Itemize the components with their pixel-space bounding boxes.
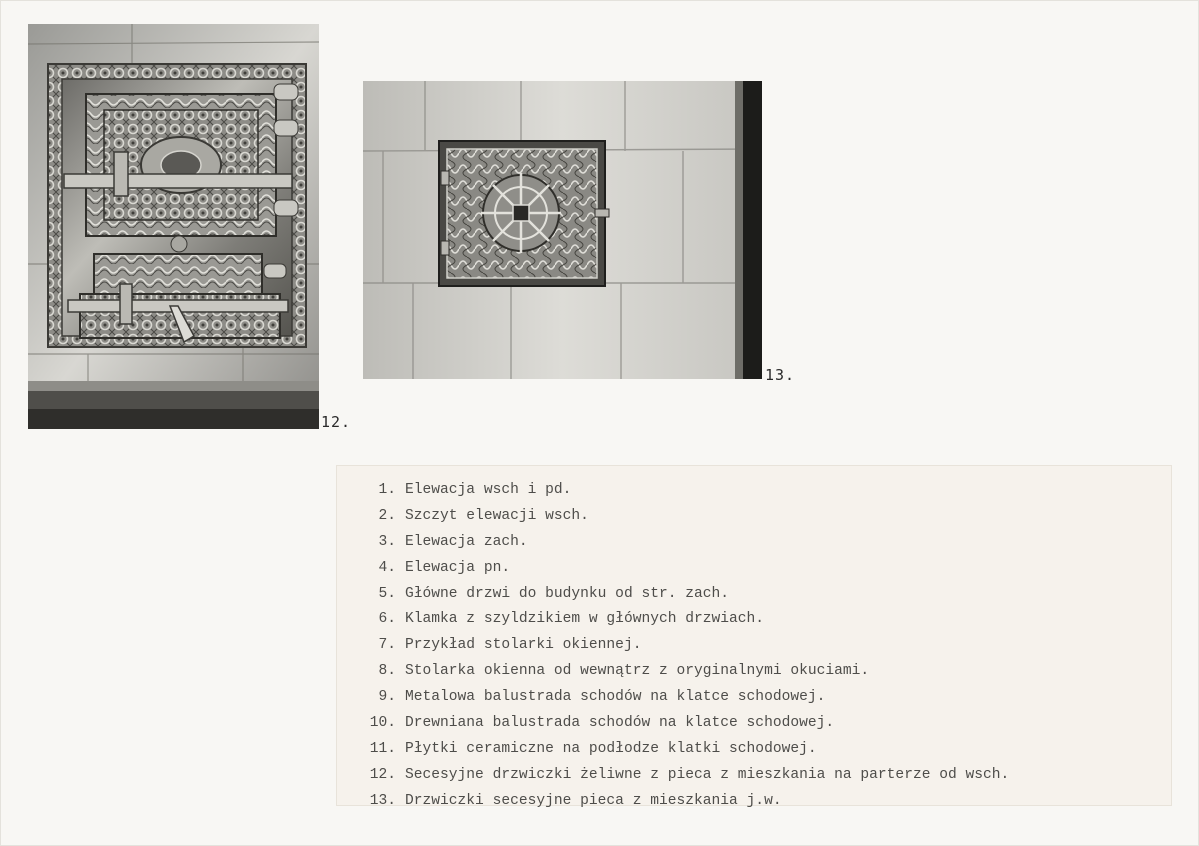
- caption-number: 9.: [378, 689, 396, 706]
- caption-item: [337, 504, 1171, 530]
- caption-text: Klamka z szyldzikiem w głównych drzwiach.: [405, 611, 765, 628]
- secession-stove-door-image: [363, 81, 762, 379]
- caption-number: 3.: [378, 533, 396, 550]
- caption-text: Elewacja zach.: [405, 533, 528, 550]
- caption-item: [337, 659, 1171, 685]
- caption-number: 7.: [378, 637, 396, 654]
- caption-number: 10.: [369, 715, 396, 732]
- caption-number: 2.: [378, 507, 396, 524]
- caption-item: [337, 607, 1171, 633]
- caption-text: Drewniana balustrada schodów na klatce schodowej.: [405, 715, 835, 732]
- photo-secession-stove-door: [363, 81, 762, 379]
- photo-stove-doors: [28, 24, 319, 429]
- caption-item: [337, 633, 1171, 659]
- caption-item: [337, 737, 1171, 763]
- caption-number: 6.: [378, 611, 396, 628]
- caption-item: [337, 556, 1171, 582]
- caption-number: 5.: [378, 585, 396, 602]
- caption-text: Drzwiczki secesyjne pieca z mieszkania j.w.: [405, 792, 782, 809]
- caption-item: [337, 478, 1171, 504]
- caption-text: Elewacja pn.: [405, 559, 511, 576]
- caption-item: [337, 763, 1171, 789]
- caption-item: [337, 711, 1171, 737]
- caption-item: [337, 582, 1171, 608]
- caption-number: 12.: [369, 766, 396, 783]
- caption-text: Stolarka okienna od wewnątrz z oryginalnymi okuciami.: [405, 663, 870, 680]
- stove-doors-image: [28, 24, 319, 429]
- photo-number-label: 13.: [765, 366, 796, 384]
- caption-text: Elewacja wsch i pd.: [405, 482, 572, 498]
- caption-text: Płytki ceramiczne na podłodze klatki schodowej.: [405, 740, 817, 757]
- caption-text: Secesyjne drzwiczki żeliwne z pieca z mieszkania na parterze od wsch.: [405, 766, 1010, 783]
- caption-item: [337, 530, 1171, 556]
- caption-text: Metalowa balustrada schodów na klatce schodowej.: [405, 689, 826, 706]
- caption-number: 11.: [369, 740, 396, 757]
- photo-number-label: 12.: [321, 413, 352, 431]
- caption-number: 13.: [369, 792, 396, 809]
- caption-number: 1.: [378, 482, 396, 498]
- caption-item: [337, 789, 1171, 815]
- caption-strip: [336, 465, 1172, 809]
- caption-text: Szczyt elewacji wsch.: [405, 507, 589, 524]
- caption-text: Przykład stolarki okiennej.: [405, 637, 642, 654]
- caption-number: 8.: [378, 663, 396, 680]
- caption-item: [337, 685, 1171, 711]
- caption-number: 4.: [378, 559, 396, 576]
- caption-text: Główne drzwi do budynku od str. zach.: [405, 585, 730, 602]
- caption-list: [337, 466, 1171, 815]
